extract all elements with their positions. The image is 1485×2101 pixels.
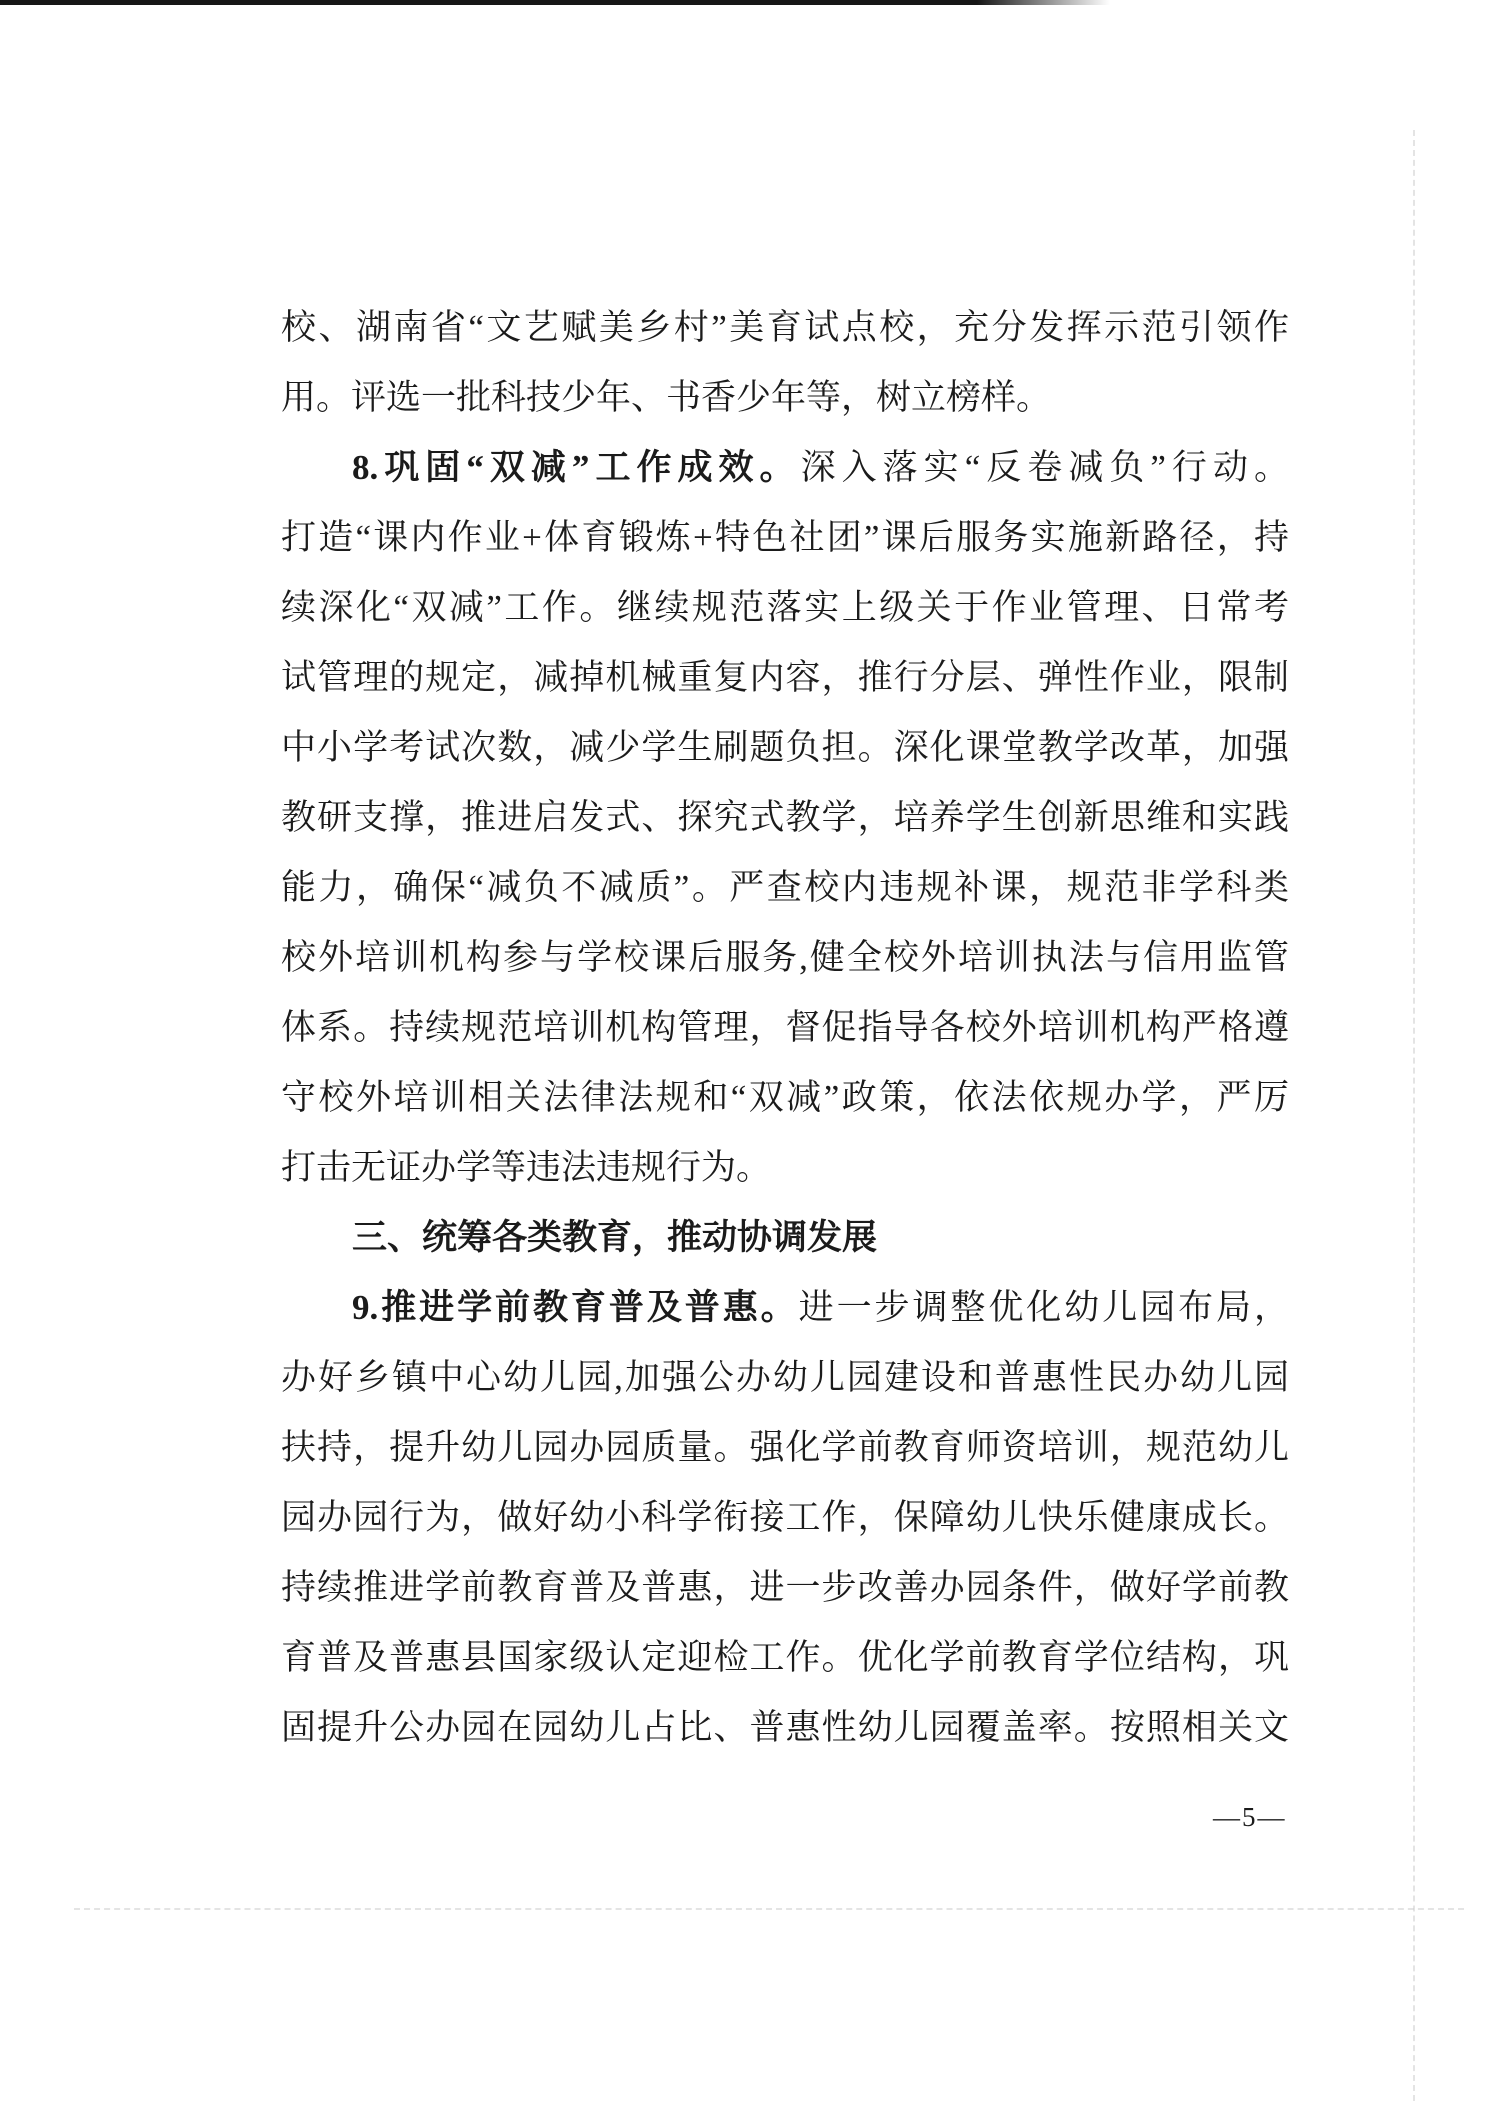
paragraph-continued-from-previous-page — [281, 293, 1289, 433]
text-segment-normal: 深入落实“反卷减负”行动。 — [800, 448, 1289, 487]
text-segment-normal: 体系。持续规范培训机构管理，督促指导各校外培训机构严格遵 — [281, 1008, 1289, 1047]
text-line — [281, 1273, 1289, 1343]
text-segment-normal: 持续推进学前教育普及普惠，进一步改善办园条件，做好学前教 — [281, 1568, 1289, 1607]
text-segment-normal: 打击无证办学等违法违规行为。 — [281, 1148, 772, 1187]
paragraph-item-8-shuangjian — [281, 433, 1289, 1203]
text-line — [281, 1203, 1289, 1273]
text-segment-bold: 8.巩固“双减”工作成效。 — [352, 448, 801, 487]
text-segment-normal: 能力，确保“减负不减质”。严查校内违规补课，规范非学科类 — [281, 868, 1289, 907]
text-line — [281, 1413, 1289, 1483]
text-segment-normal: 扶持，提升幼儿园办园质量。强化学前教育师资培训，规范幼儿 — [281, 1428, 1289, 1467]
scan-artifact-right-edge-line — [1413, 130, 1415, 2101]
text-line — [281, 643, 1289, 713]
text-line — [281, 993, 1289, 1063]
text-segment-normal: 校、湖南省“文艺赋美乡村”美育试点校，充分发挥示范引领作 — [281, 308, 1289, 347]
text-segment-normal: 试管理的规定，减掉机械重复内容，推行分层、弹性作业，限制 — [281, 658, 1289, 697]
text-line — [281, 503, 1289, 573]
text-line — [281, 1133, 1289, 1203]
text-segment-normal: 育普及普惠县国家级认定迎检工作。优化学前教育学位结构，巩 — [281, 1638, 1289, 1677]
text-line — [281, 1693, 1289, 1763]
text-segment-normal: 园办园行为，做好幼小科学衔接工作，保障幼儿快乐健康成长。 — [281, 1498, 1289, 1537]
text-line — [281, 573, 1289, 643]
scan-artifact-bottom-edge-line — [74, 1908, 1464, 1910]
text-line — [281, 363, 1289, 433]
text-segment-normal: 固提升公办园在园幼儿占比、普惠性幼儿园覆盖率。按照相关文 — [281, 1708, 1289, 1747]
text-segment-heading: 三、统筹各类教育，推动协调发展 — [352, 1218, 878, 1257]
text-line — [281, 1483, 1289, 1553]
paragraph-item-9-preschool — [281, 1273, 1289, 1763]
text-line — [281, 783, 1289, 853]
page-number: —5— — [1213, 1802, 1287, 1832]
text-segment-bold: 9.推进学前教育普及普惠。 — [352, 1288, 799, 1327]
text-line — [281, 713, 1289, 783]
text-line — [281, 1063, 1289, 1133]
text-line — [281, 433, 1289, 503]
document-body — [281, 293, 1289, 1763]
scan-artifact-top-bar — [0, 0, 1110, 5]
text-segment-normal: 守校外培训相关法律法规和“双减”政策，依法依规办学，严厉 — [281, 1078, 1289, 1117]
text-line — [281, 853, 1289, 923]
text-segment-normal: 续深化“双减”工作。继续规范落实上级关于作业管理、日常考 — [281, 588, 1289, 627]
text-line — [281, 1343, 1289, 1413]
text-segment-normal: 办好乡镇中心幼儿园,加强公办幼儿园建设和普惠性民办幼儿园 — [281, 1358, 1289, 1397]
text-line — [281, 1553, 1289, 1623]
text-segment-normal: 教研支撑，推进启发式、探究式教学，培养学生创新思维和实践 — [281, 798, 1289, 837]
text-segment-normal: 进一步调整优化幼儿园布局， — [798, 1288, 1289, 1327]
text-segment-normal: 校外培训机构参与学校课后服务,健全校外培训执法与信用监管 — [281, 938, 1289, 977]
text-segment-normal: 中小学考试次数，减少学生刷题负担。深化课堂教学改革，加强 — [281, 728, 1289, 767]
text-segment-normal: 用。评选一批科技少年、书香少年等，树立榜样。 — [281, 378, 1052, 417]
heading-section-three — [281, 1203, 1289, 1273]
text-line — [281, 1623, 1289, 1693]
text-segment-normal: 打造“课内作业+体育锻炼+特色社团”课后服务实施新路径，持 — [281, 518, 1289, 557]
text-line — [281, 923, 1289, 993]
text-line — [281, 293, 1289, 363]
